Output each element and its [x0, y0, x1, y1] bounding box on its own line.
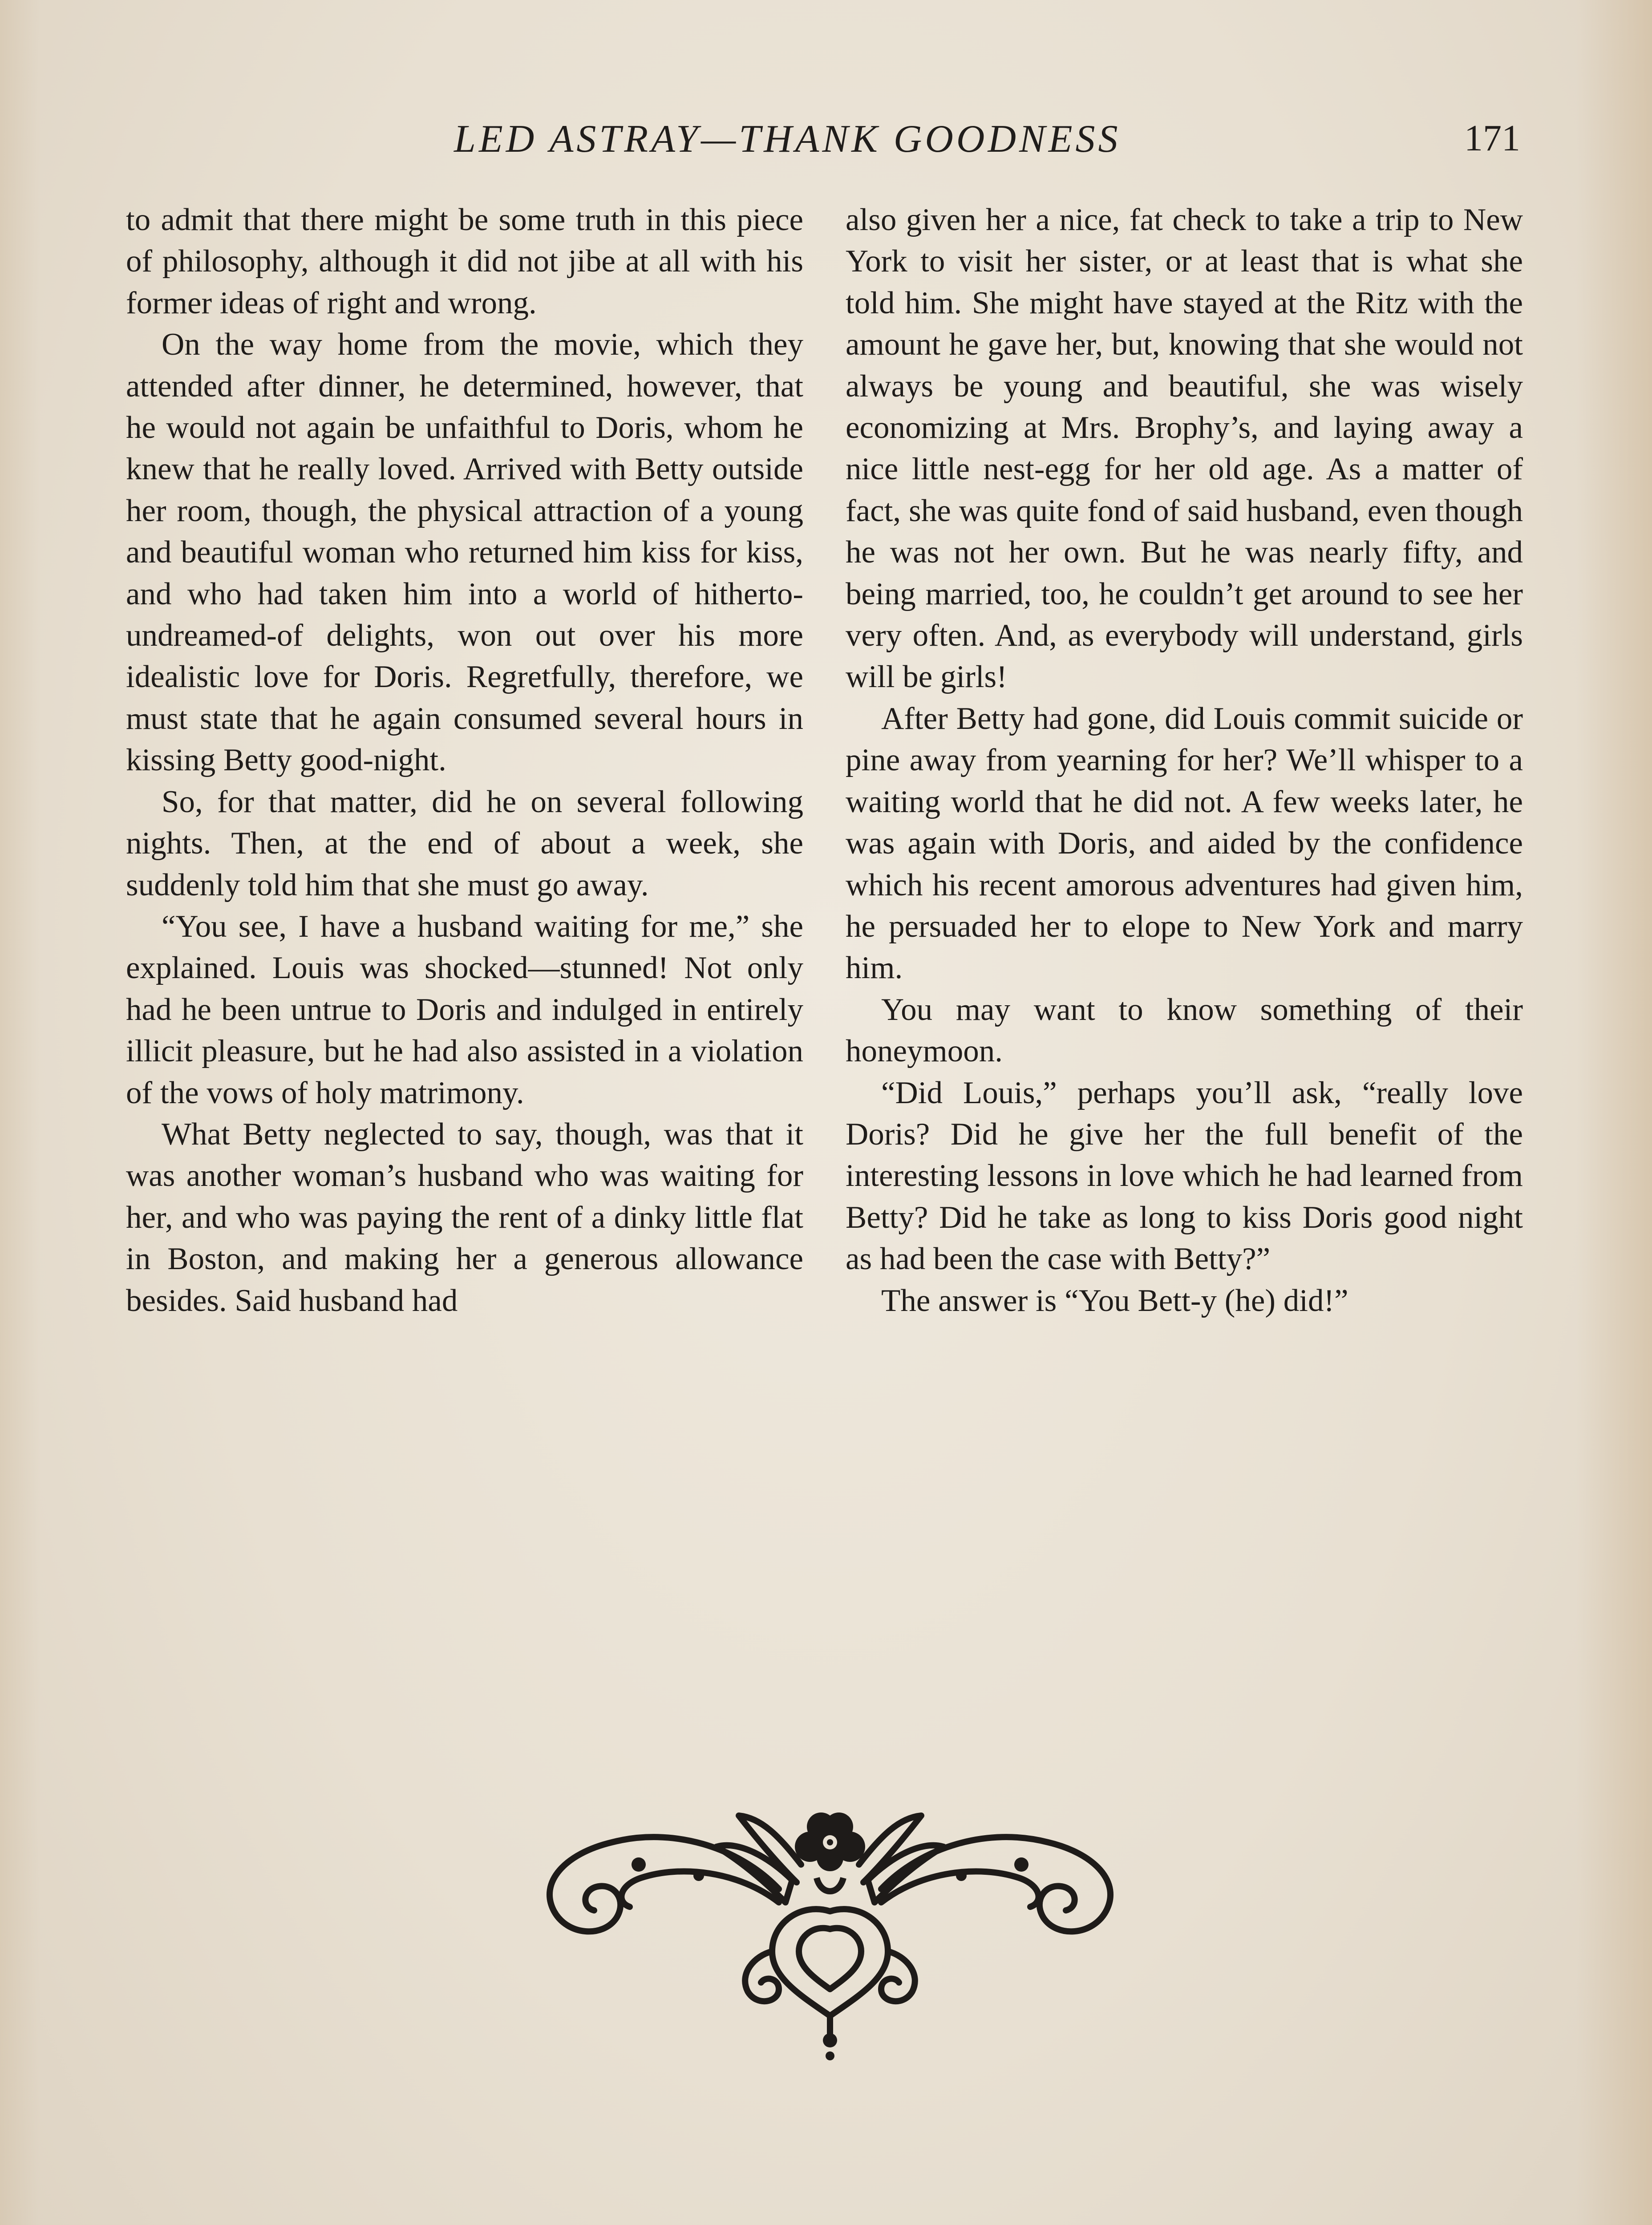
page-edge-shadow-right: [1576, 0, 1652, 2225]
text-column-left: [126, 199, 803, 1322]
floral-scroll-ornament-icon: [530, 1769, 1130, 2063]
page-edge-shadow-left: [0, 0, 40, 2225]
page-number: 171: [1464, 117, 1520, 159]
paragraph: “Did Louis,” perhaps you’ll ask, “really love Doris? Did he give her the full benefit of the interesting lessons in love which he had learned from Betty? Did he take as long to kiss Doris good night as had been the case with Betty?”: [846, 1075, 1523, 1277]
paragraph: On the way home from the movie, which they attended after dinner, he determined, however, that he would not again be unfaithful to Doris, whom he knew that he really loved. Arrived with Betty outside her room, though, the physical attraction of a young and beautiful woman who returned him kiss for kiss, and who had taken him into a world of hitherto-undreamed-of delights, won out over his more idealistic love for Doris. Regretfully, therefore, we must state that he again consumed several hours in kissing Betty good-night.: [126, 327, 803, 778]
running-title: LED ASTRAY—THANK GOODNESS: [454, 117, 1121, 161]
running-head: [0, 117, 1652, 170]
paragraph: “You see, I have a husband waiting for me,” she explained. Louis was shocked—stunned! Not only had he been untrue to Doris and indulged in entirely illicit pleasure, but he had also assisted in a violation of the vows of holy matrimony.: [126, 909, 803, 1110]
paragraph: The answer is “You Bett-y (he) did!”: [881, 1283, 1348, 1318]
text-column-right: [846, 199, 1523, 1322]
paragraph: So, for that matter, did he on several following nights. Then, at the end of about a week, she suddenly told him that she must go away.: [126, 784, 803, 902]
paragraph: also given her a nice, fat check to take a trip to New York to visit her sister, or at least that is what she told him. She might have stayed at the Ritz with the amount he gave her, but, knowing that she would not always be young and beautiful, she was wisely economizing at Mrs. Brophy’s, and laying away a nice little nest-egg for her old age. As a matter of fact, she was quite fond of said husband, even though he was not her own. But he was nearly fifty, and being married, too, he couldn’t get around to see her very often. And, as everybody will understand, girls will be girls!: [846, 202, 1523, 695]
paragraph: You may want to know something of their honeymoon.: [846, 992, 1523, 1069]
paragraph: to admit that there might be some truth in this piece of philosophy, although it did not jibe at all with his former ideas of right and wrong.: [126, 202, 803, 320]
paragraph: What Betty neglected to say, though, was that it was another woman’s husband who was waiting for her, and who was paying the rent of a dinky little flat in Boston, and making her a generous allowance besides. Said husband had: [126, 1117, 803, 1318]
paragraph: After Betty had gone, did Louis commit suicide or pine away from yearning for her? We’ll whisper to a waiting world that he did not. A few weeks later, he was again with Doris, and aided by the confidence which his recent amorous adventures had given him, he persuaded her to elope to New York and marry him.: [846, 701, 1523, 986]
